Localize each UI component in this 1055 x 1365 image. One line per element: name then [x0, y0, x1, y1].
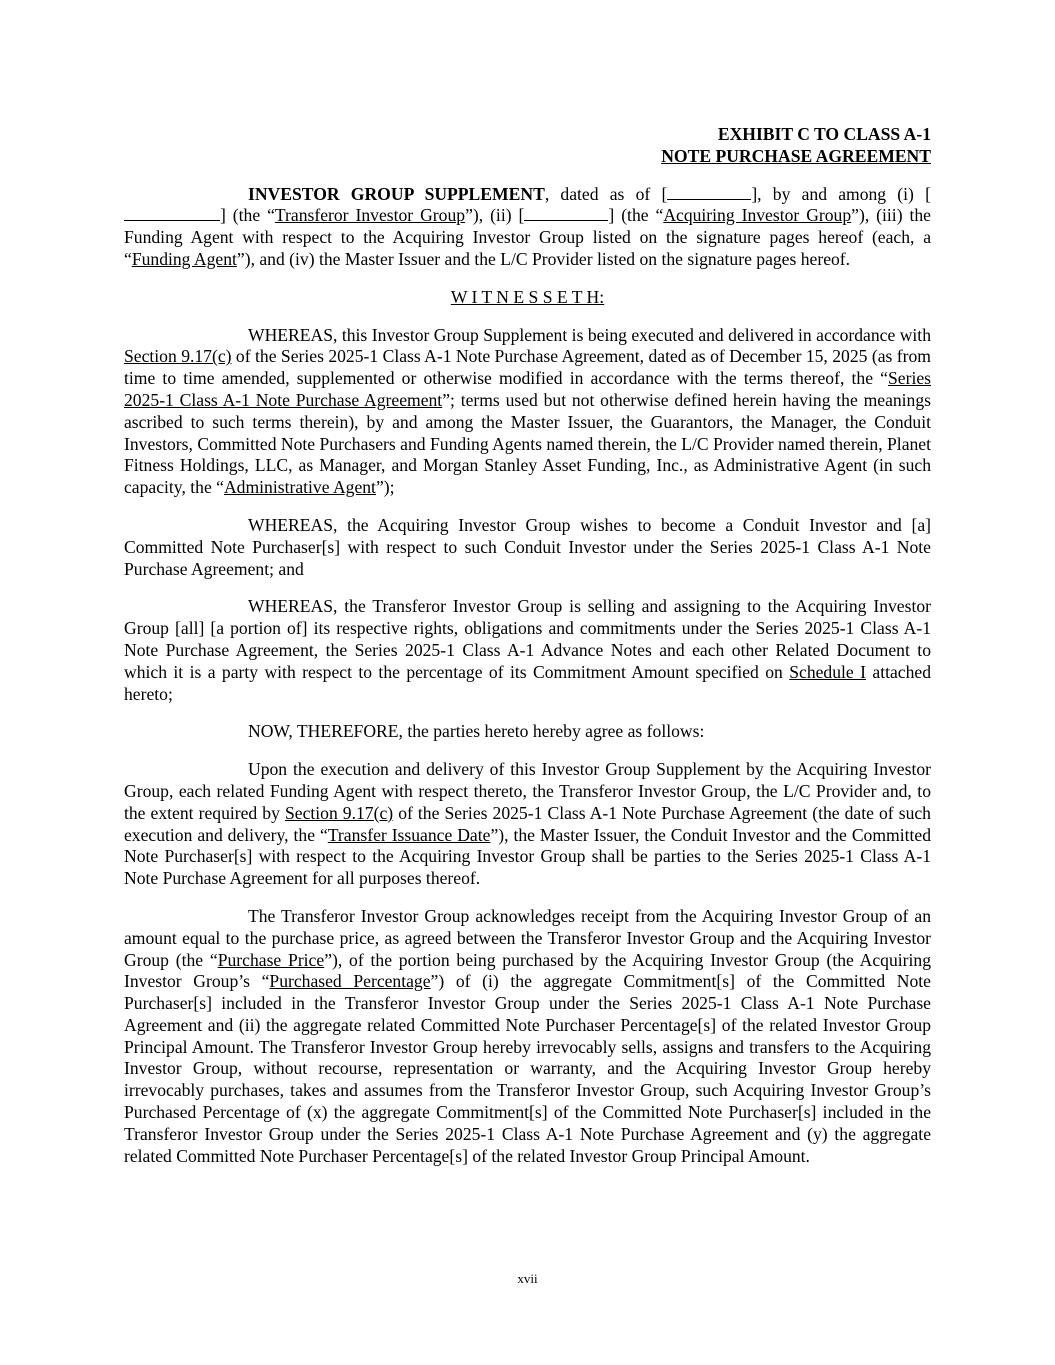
upon-execution-paragraph — [124, 759, 931, 890]
intro-paragraph — [124, 184, 931, 271]
schedule-reference: Schedule I — [789, 661, 866, 682]
transferor-blank — [124, 206, 220, 221]
text: ”), of the portion being purchased by the Acquiring Investor Group (the Acquiring Investor Group’s “ — [124, 949, 931, 992]
now-therefore-paragraph: NOW, THEREFORE, the parties hereto hereby agree as follows: — [248, 721, 705, 742]
exhibit-heading-line2: NOTE PURCHASE AGREEMENT — [661, 145, 931, 166]
text: ”) of (i) the aggregate Commitment[s] of the Committed Note Purchaser[s] included in the Transferor Investor Group under the Series 2025-1 Class A-1 Note Purchase Agreement and (ii) the aggregate related Committed Note Purchaser Percentage[s] of the related Investor Group Principal Amount. The Transferor Investor Group hereby irrevocably sells, assigns and transfers to the Acquiring Investor Group, without recourse, representation or warranty, and the Acquiring Investor Group hereby irrevocably purchases, takes and assumes from the Transferor Investor Group, such Acquiring Investor Group’s Purchased Percentage of (x) the aggregate Commitment[s] of the Committed Note Purchaser[s] included in the Transferor Investor Group under the Series 2025-1 Class A-1 Note Purchase Agreement and (y) the aggregate related Committed Note Purchaser Percentage[s] of the related Investor Group Principal Amount. — [124, 971, 931, 1166]
intro-text: ”), and (iv) the Master Issuer and the L/C Provider listed on the signature pages hereof. — [236, 248, 851, 269]
section-reference: Section 9.17(c) — [284, 802, 394, 823]
defined-term: Acquiring Investor Group — [663, 205, 852, 226]
date-blank — [667, 185, 751, 200]
defined-term: Purchased Percentage — [269, 971, 431, 992]
section-reference: Section 9.17(c) — [124, 346, 232, 367]
text: ”); — [375, 477, 395, 498]
exhibit-heading-line1: EXHIBIT C TO CLASS A-1 — [717, 124, 931, 144]
whereas-paragraph-3 — [124, 596, 931, 705]
acquiring-blank — [524, 206, 608, 221]
text: attached hereto; — [124, 661, 931, 704]
intro-text: , dated as of [ — [544, 183, 668, 204]
intro-text: ], by and among (i) [ — [751, 183, 931, 204]
text: of the Series 2025-1 Class A-1 Note Purchase Agreement, dated as of December 15, 2025 (as from time to time amended, supplemented or otherwise modified in accordance with the terms thereof, the “ — [124, 346, 931, 389]
defined-term: Series 2025-1 Class A-1 Note Purchase Agreement — [124, 368, 931, 410]
page-number: xvii — [517, 1271, 538, 1286]
text: Upon the execution and delivery of this Investor Group Supplement by the Acquiring Investor Group, each related Funding Agent with respect thereto, the Transferor Investor Group, the L/C Provider and, to the extent required by — [124, 759, 931, 823]
witnesseth-heading: W I T N E S S E T H: — [450, 286, 605, 307]
defined-term: Transferor Investor Group — [274, 205, 466, 226]
transferor-acknowledgement-paragraph — [124, 906, 931, 1168]
text: ”), the Master Issuer, the Conduit Investor and the Committed Note Purchaser[s] with respect to the Acquiring Investor Group shall be parties to the Series 2025-1 Class A-1 Note Purchase Agreement for all purposes thereof. — [124, 824, 931, 889]
whereas-paragraph-1 — [124, 325, 931, 499]
intro-text: ”), (ii) [ — [465, 205, 525, 226]
intro-text: ] (the “ — [220, 205, 275, 226]
document-page — [124, 124, 931, 1167]
defined-term: Purchase Price — [217, 949, 325, 970]
intro-text: ”), (iii) the Funding Agent with respect to the Acquiring Investor Group listed on the signature pages hereof (each, a “ — [124, 205, 931, 269]
text: ”; terms used but not otherwise defined herein having the meanings ascribed to such terms therein), by and among the Master Issuer, the Guarantors, the Manager, the Conduit Investors, Committed Note Purchasers and Funding Agents named therein, the L/C Provider named therein, Planet Fitness Holdings, LLC, as Manager, and Morgan Stanley Asset Funding, Inc., as Administrative Agent (in such capacity, the “ — [124, 389, 932, 498]
supplement-title: INVESTOR GROUP SUPPLEMENT — [248, 183, 545, 204]
defined-term: Funding Agent — [131, 248, 237, 269]
exhibit-heading — [124, 124, 931, 168]
defined-term: Administrative Agent — [223, 477, 376, 498]
text: WHEREAS, this Investor Group Supplement is being executed and delivered in accordance with — [248, 324, 931, 345]
text: of the Series 2025-1 Class A-1 Note Purchase Agreement (the date of such execution and delivery, the “ — [124, 802, 931, 845]
defined-term: Transfer Issuance Date — [327, 824, 491, 845]
intro-text: ] (the “ — [608, 205, 664, 226]
text: The Transferor Investor Group acknowledges receipt from the Acquiring Investor Group of an amount equal to the purchase price, as agreed between the Transferor Investor Group and the Acquiring Investor Group (the “ — [124, 905, 931, 970]
text: WHEREAS, the Transferor Investor Group is selling and assigning to the Acquiring Investor Group [all] [a portion of] its respective rights, obligations and commitments under the Series 2025-1 Class A-1 Note Purchase Agreement, the Series 2025-1 Class A-1 Advance Notes and each other Related Document to which it is a party with respect to the percentage of its Commitment Amount specified on — [124, 596, 931, 682]
whereas-paragraph-2: WHEREAS, the Acquiring Investor Group wishes to become a Conduit Investor and [a] Committed Note Purchaser[s] with respect to such Conduit Investor under the Series 2025-1 Class A-1 Note Purchase Agreement; and — [124, 514, 931, 579]
